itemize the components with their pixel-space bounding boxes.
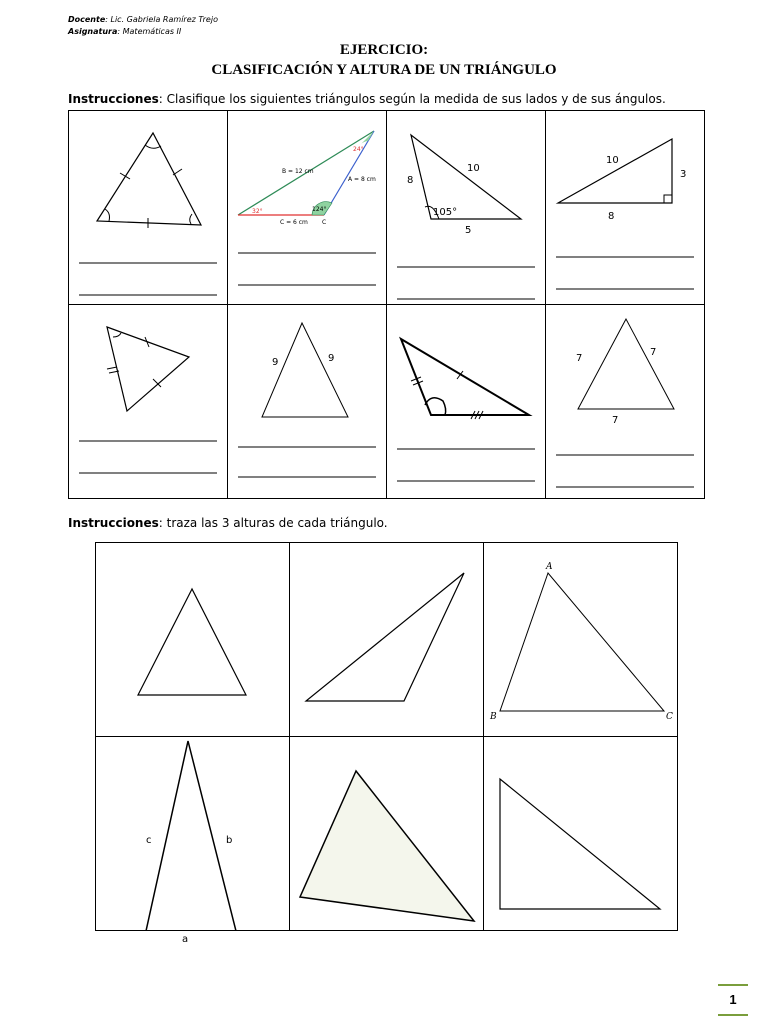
svg-text:C: C	[322, 219, 327, 226]
svg-text:B: B	[490, 712, 497, 722]
altitudes-cell-2	[290, 543, 484, 737]
svg-text:A = 8 cm: A = 8 cm	[348, 176, 376, 183]
page-number: 1	[718, 984, 748, 1016]
instructions-2: Instrucciones: traza las 3 alturas de cada triángulo.	[68, 516, 388, 530]
classification-cell-1	[69, 111, 228, 305]
equilateral-7-figure	[546, 305, 704, 498]
classification-cell-6	[228, 305, 387, 499]
classification-grid	[68, 110, 705, 499]
svg-text:105°: 105°	[433, 207, 458, 218]
svg-text:C: C	[666, 712, 673, 722]
svg-text:8: 8	[608, 211, 615, 222]
asignatura-line: Asignatura: Matemáticas II	[68, 27, 182, 36]
classification-cell-8	[546, 305, 705, 499]
acute-triangle-figure	[96, 543, 289, 736]
svg-text:C = 6 cm: C = 6 cm	[280, 219, 308, 226]
obtuse-marked-figure	[387, 305, 545, 498]
svg-text:3: 3	[680, 169, 687, 180]
svg-text:24°: 24°	[353, 146, 364, 153]
tall-isosceles-figure	[96, 737, 289, 930]
svg-text:7: 7	[650, 347, 657, 358]
altitudes-cell-1	[96, 543, 290, 737]
right-triangle-figure-2	[484, 737, 677, 930]
docente-line: Docente: Lic. Gabriela Ramírez Trejo	[68, 15, 218, 24]
svg-text:124°: 124°	[312, 206, 327, 213]
obtuse-triangle-figure	[387, 111, 545, 304]
altitudes-cell-4	[96, 737, 290, 931]
altitudes-cell-3	[484, 543, 678, 737]
svg-text:5: 5	[465, 225, 472, 236]
title-line-1: EJERCICIO:	[339, 42, 429, 58]
obtuse-scalene-figure	[228, 111, 386, 304]
scalene-shaded-figure	[290, 737, 483, 930]
altitudes-cell-6	[484, 737, 678, 931]
svg-text:b: b	[226, 835, 233, 846]
svg-text:9: 9	[328, 353, 335, 364]
svg-text:9: 9	[272, 357, 279, 368]
classification-cell-5	[69, 305, 228, 499]
svg-text:c: c	[146, 835, 152, 846]
svg-text:A: A	[546, 562, 553, 572]
altitudes-cell-5	[290, 737, 484, 931]
header-meta	[68, 14, 218, 38]
svg-text:8: 8	[407, 175, 414, 186]
classification-cell-4	[546, 111, 705, 305]
svg-text:10: 10	[467, 163, 480, 174]
obtuse-triangle-figure-2	[290, 543, 483, 736]
svg-text:7: 7	[576, 353, 583, 364]
equilateral-triangle-figure	[69, 111, 227, 304]
altitudes-grid	[95, 542, 678, 931]
title-line-2: CLASIFICACIÓN Y ALTURA DE UN TRIÁNGULO	[211, 62, 557, 78]
svg-text:7: 7	[612, 415, 619, 426]
classification-cell-3	[387, 111, 546, 305]
right-triangle-figure	[546, 111, 704, 304]
labeled-triangle-figure	[484, 543, 677, 736]
classification-cell-2	[228, 111, 387, 305]
side-a-label: a	[182, 934, 189, 945]
svg-text:10: 10	[606, 155, 619, 166]
svg-text:32°: 32°	[252, 208, 263, 215]
instructions-1: Instrucciones: Clasifique los siguientes triángulos según la medida de sus lados y de sus ángulos.	[68, 92, 666, 106]
classification-cell-7	[387, 305, 546, 499]
svg-text:B = 12 cm: B = 12 cm	[282, 168, 314, 175]
isosceles-9-figure	[228, 305, 386, 498]
equilateral-marked-figure	[69, 305, 227, 498]
